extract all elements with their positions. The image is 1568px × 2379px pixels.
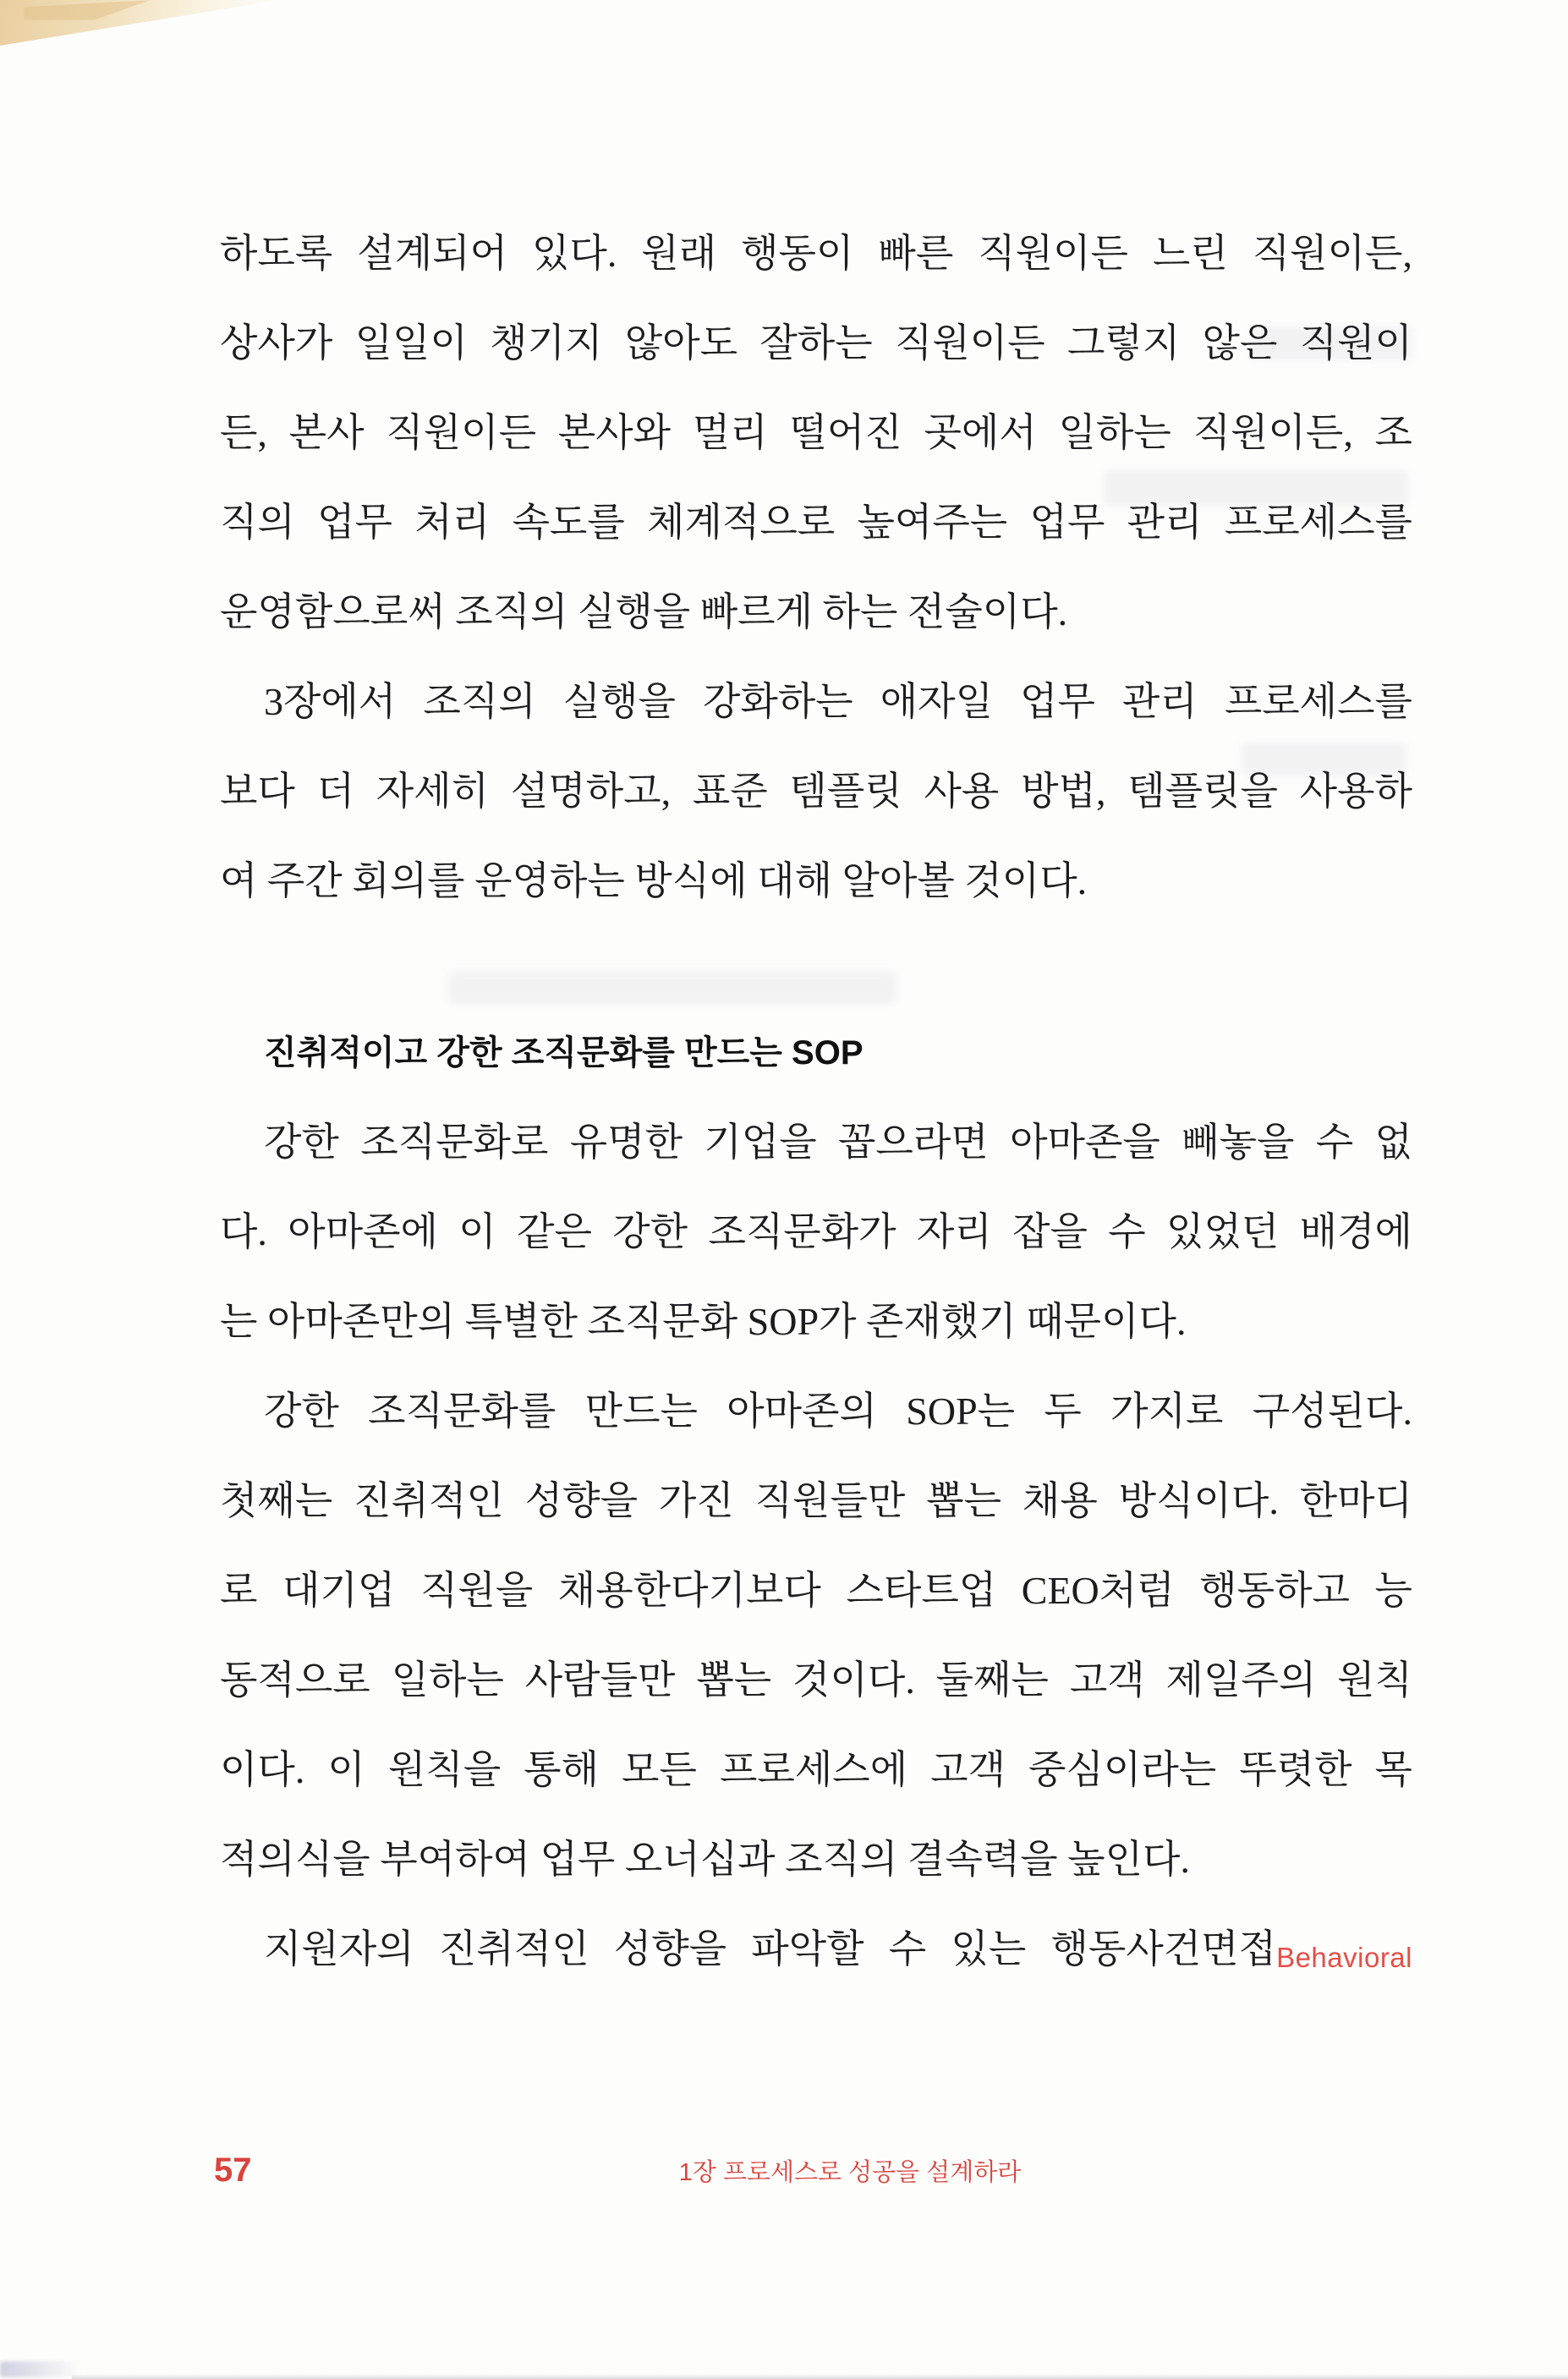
body-line: 여 주간 회의를 운영하는 방식에 대해 알아볼 것이다. xyxy=(220,859,1088,902)
body-line: 운영함으로써 조직의 실행을 빠르게 하는 전술이다. xyxy=(220,590,1068,633)
body-line: 든, 본사 직원이든 본사와 멀리 떨어진 곳에서 일하는 직원이든, 조 xyxy=(220,411,1412,454)
footer-chapter-title: 1장 프로세스로 성공을 설계하라 xyxy=(678,2159,1022,2186)
section-heading: 진취적이고 강한 조직문화를 만드는 SOP xyxy=(264,1034,863,1072)
page-edge-artifact-bottom-left xyxy=(0,2361,80,2377)
behavioral-interview-label: Behavioral xyxy=(1276,1942,1412,1973)
body-line: 적의식을 부여하여 업무 오너십과 조직의 결속력을 높인다. xyxy=(220,1838,1190,1881)
body-line: 다. 아마존에 이 같은 강한 조직문화가 자리 잡을 수 있었던 배경에 xyxy=(220,1210,1412,1253)
body-line: 직의 업무 처리 속도를 체계적으로 높여주는 업무 관리 프로세스를 xyxy=(220,501,1412,544)
body-line: 첫째는 진취적인 성향을 가진 직원들만 뽑는 채용 방식이다. 한마디 xyxy=(220,1479,1412,1522)
body-line: 상사가 일일이 챙기지 않아도 잘하는 직원이든 그렇지 않은 직원이 xyxy=(220,321,1412,365)
body-line: 강한 조직문화로 유명한 기업을 꼽으라면 아마존을 빼놓을 수 없 xyxy=(264,1121,1412,1164)
body-line xyxy=(220,1905,1412,1994)
body-line: 강한 조직문화를 만드는 아마존의 SOP는 두 가지로 구성된다. xyxy=(264,1390,1412,1433)
body-line: 로 대기업 직원을 채용한다기보다 스타트업 CEO처럼 행동하고 능 xyxy=(220,1569,1412,1612)
page-bottom-edge-shadow xyxy=(72,2374,1568,2379)
body-line: 는 아마존만의 특별한 조직문화 SOP가 존재했기 때문이다. xyxy=(220,1300,1187,1343)
body-line-text: 지원자의 진취적인 성향을 파악할 수 있는 행동사건면접 xyxy=(264,1927,1277,1971)
body-line: 이다. 이 원칙을 통해 모든 프로세스에 고객 중심이라는 뚜렷한 목 xyxy=(220,1748,1412,1791)
body-line: 보다 더 자세히 설명하고, 표준 템플릿 사용 방법, 템플릿을 사용하 xyxy=(220,770,1412,813)
body-line: 동적으로 일하는 사람들만 뽑는 것이다. 둘째는 고객 제일주의 원칙 xyxy=(220,1658,1412,1702)
footer-page-number: 57 xyxy=(214,2152,252,2189)
body-line: 3장에서 조직의 실행을 강화하는 애자일 업무 관리 프로세스를 xyxy=(264,680,1412,723)
body-text-block xyxy=(220,209,1412,1994)
body-line: 하도록 설계되어 있다. 원래 행동이 빠른 직원이든 느린 직원이든, xyxy=(220,232,1412,275)
